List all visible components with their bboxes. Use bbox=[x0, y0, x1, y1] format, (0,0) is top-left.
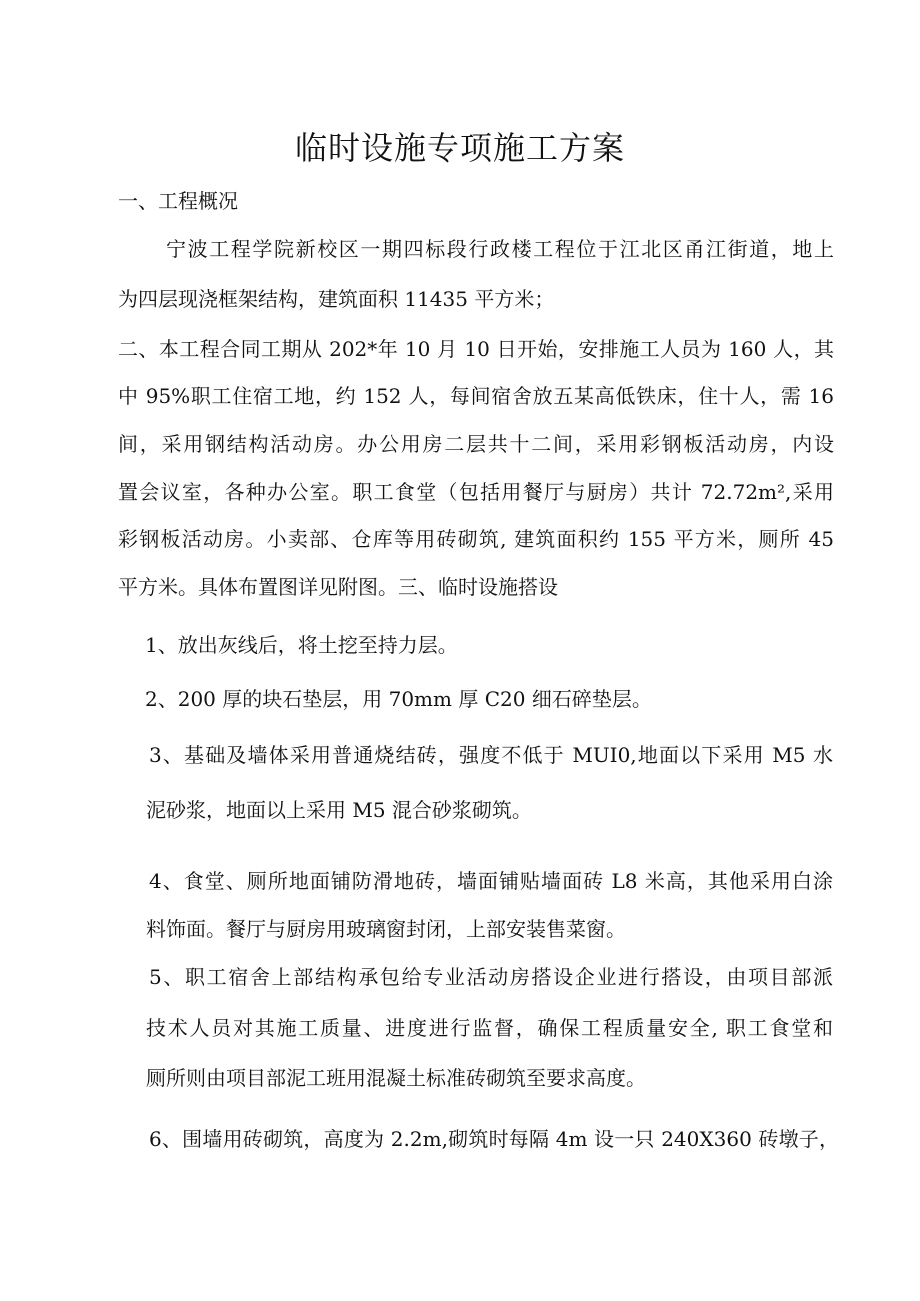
list-item: 2、200 厚的块石垫层，用 70mm 厚 C20 细石碎垫层。 bbox=[145, 687, 652, 711]
paragraph-line: 置会议室，各种办公室。职工食堂（包括用餐厅与厨房）共计 72.72m²,采用 bbox=[118, 480, 834, 504]
paragraph-line: 平方米。具体布置图详见附图。三、临时设施搭设 bbox=[118, 575, 558, 599]
paragraph-line: 彩钢板活动房。小卖部、仓库等用砖砌筑, 建筑面积约 155 平方米，厕所 45 bbox=[118, 527, 834, 551]
list-item: 5、职工宿舍上部结构承包给专业活动房搭设企业进行搭设，由项目部派 bbox=[149, 965, 833, 989]
paragraph-line: 中 95%职工住宿工地，约 152 人，每间宿舍放五某高低铁床，住十人，需 16 bbox=[118, 384, 834, 408]
list-item-continuation: 技术人员对其施工质量、进度进行监督，确保工程质量安全, 职工食堂和 bbox=[146, 1016, 833, 1040]
paragraph-line: 宁波工程学院新校区一期四标段行政楼工程位于江北区甬江街道，地上 bbox=[166, 237, 834, 261]
paragraph-line: 为四层现浇框架结构，建筑面积 11435 平方米； bbox=[118, 287, 555, 311]
list-item-continuation: 泥砂浆，地面以上采用 M5 混合砂浆砌筑。 bbox=[146, 798, 532, 822]
list-item: 6、围墙用砖砌筑，高度为 2.2m,砌筑时每隔 4m 设一只 240X360 砖墩子， bbox=[149, 1127, 839, 1151]
list-item: 3、基础及墙体采用普通烧结砖，强度不低于 MUI0,地面以下采用 M5 水 bbox=[149, 743, 833, 767]
paragraph-line: 二、本工程合同工期从 202*年 10 月 10 日开始，安排施工人员为 160 人，其 bbox=[118, 337, 834, 361]
list-item: 1、放出灰线后，将土挖至持力层。 bbox=[145, 633, 458, 657]
document-title: 临时设施专项施工方案 bbox=[294, 129, 625, 167]
list-item: 4、食堂、厕所地面铺防滑地砖，墙面铺贴墙面砖 L8 米高，其他采用白涂 bbox=[149, 869, 833, 893]
paragraph-line: 间，采用钢结构活动房。办公用房二层共十二间，采用彩钢板活动房，内设 bbox=[118, 432, 834, 456]
list-item-continuation: 料饰面。餐厅与厨房用玻璃窗封闭，上部安装售菜窗。 bbox=[146, 917, 626, 941]
section-heading-overview: 一、工程概况 bbox=[118, 189, 238, 213]
list-item-continuation: 厕所则由项目部泥工班用混凝土标准砖砌筑至要求高度。 bbox=[146, 1066, 646, 1090]
